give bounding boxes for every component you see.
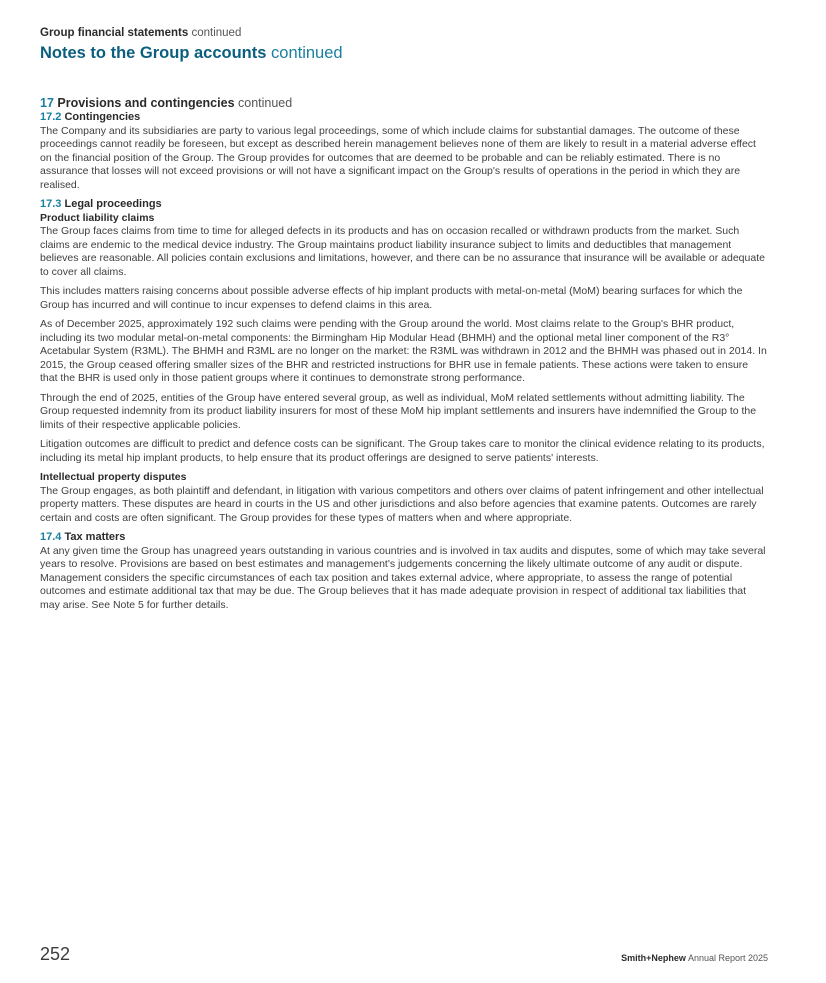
page-title-label: Notes to the Group accounts: [40, 44, 267, 62]
legal-paragraph-6: The Group engages, as both plaintiff and defendant, in litigation with various competitors and others over claims of patent infringement and other intellectual property matters. These disputes are heard in courts in the US and other jurisdictions and also before agencies that examine patents. Outcomes are rarely certain and costs are often significant. The Group provides for these types of matters when and where appropriate.: [40, 484, 764, 524]
kicker-continued: continued: [191, 27, 242, 39]
topic-ip-disputes: Intellectual property disputes: [40, 471, 187, 483]
legal-paragraph-3: As of December 2025, approximately 192 such claims were pending with the Group around the world. Most claims relate to the Group's BHR product, including its two modular metal-on-metal components: the Birmingham Hip Modular Head (BHMH) and the optional metal liner component of the R3° Acetabular System (R3ML). The BHMH and R3ML are no longer on the market: the R3ML was withdrawn in 2012 and the BHMH was phased out in 2014. In 2015, the Group ceased offering smaller sizes of the BHR and restricted instructions for BHR use in female patients. These actions were taken to ensure that the BHR is used only in those patient groups where it continues to demonstrate strong performance.: [40, 318, 767, 384]
legal-paragraph-5: Litigation outcomes are difficult to predict and defence costs can be significant. The Group takes care to monitor the clinical evidence relating to its products, including its metal hip implant products, to help ensure that its product offerings are designed to serve patients' interests.: [40, 438, 765, 464]
section-continued: continued: [238, 96, 293, 110]
subsection-heading-17-4: [40, 531, 768, 545]
page: [40, 0, 768, 983]
page-title-continued: continued: [271, 44, 343, 62]
subsection-number: 17.4: [40, 531, 62, 543]
subsection-heading-17-3: [40, 198, 768, 212]
contingencies-paragraph: The Company and its subsidiaries are party to various legal proceedings, some of which include claims for substantial damages. The outcome of these proceedings cannot readily be foreseen, but except as described herein management believes none of them are likely to result in a material adverse effect on the financial position of the Group. The Group provides for outcomes that are deemed to be probable and can be reliably estimated. There is no assurance that losses will not exceed provisions or will not have a significant impact on the Group's results of operations in the period in which they are realised.: [40, 124, 756, 191]
note-content: [40, 95, 768, 612]
footer-brand: [621, 953, 768, 963]
subsection-heading-17-2: [40, 111, 768, 125]
subsection-title: Contingencies: [64, 111, 141, 123]
tax-paragraph: At any given time the Group has unagreed years outstanding in various countries and is involved in tax audits and disputes, some of which may take several years to resolve. Provisions are based on best estimates and management's judgements concerning the likely ultimate outcome of any audit or dispute. Management considers the specific circumstances of each tax position and takes external advice, where appropriate, to assess the range of potential outcomes and estimate additional tax that may be due. The Group believes that it has made adequate provision in respect of additional tax liabilities that may arise. See Note 5 for further details.: [40, 544, 766, 611]
section-title: Provisions and contingencies: [57, 96, 235, 110]
legal-paragraph-2: This includes matters raising concerns about possible adverse effects of hip implant products with metal-on-metal (MoM) bearing surfaces for which the Group has incurred and will continue to incur expenses to defend claims in this area.: [40, 285, 743, 311]
legal-paragraph-1: The Group faces claims from time to time for alleged defects in its products and has on occasion recalled or withdrawn products from the market. Such claims are endemic to the medical device industry. The Group maintains product liability insurance subject to limits and deductibles that management believes are reasonable. All policies contain exclusions and limitations, however, and there can be no assurance that insurance will be available or adequate to cover all claims.: [40, 225, 765, 278]
page-title: [40, 44, 343, 63]
section-kicker: [40, 27, 241, 39]
subsection-title: Tax matters: [64, 531, 126, 543]
report-name: Annual Report 2025: [687, 953, 768, 963]
subsection-number: 17.2: [40, 111, 62, 123]
kicker-label: Group financial statements: [40, 27, 189, 39]
brand-name: Smith+Nephew: [621, 953, 686, 963]
topic-product-liability: Product liability claims: [40, 211, 155, 224]
section-heading: [40, 95, 768, 111]
subsection-number: 17.3: [40, 198, 62, 210]
page-number: 252: [40, 944, 71, 964]
section-number: 17: [40, 96, 54, 110]
subsection-title: Legal proceedings: [64, 198, 162, 210]
legal-paragraph-4: Through the end of 2025, entities of the Group have entered several group, as well as individual, MoM related settlements without admitting liability. The Group requested indemnity from its product liability insurers for most of these MoM hip implant settlements and insurers have indemnified the Group to the limits of their respective applicable policies.: [40, 391, 757, 431]
